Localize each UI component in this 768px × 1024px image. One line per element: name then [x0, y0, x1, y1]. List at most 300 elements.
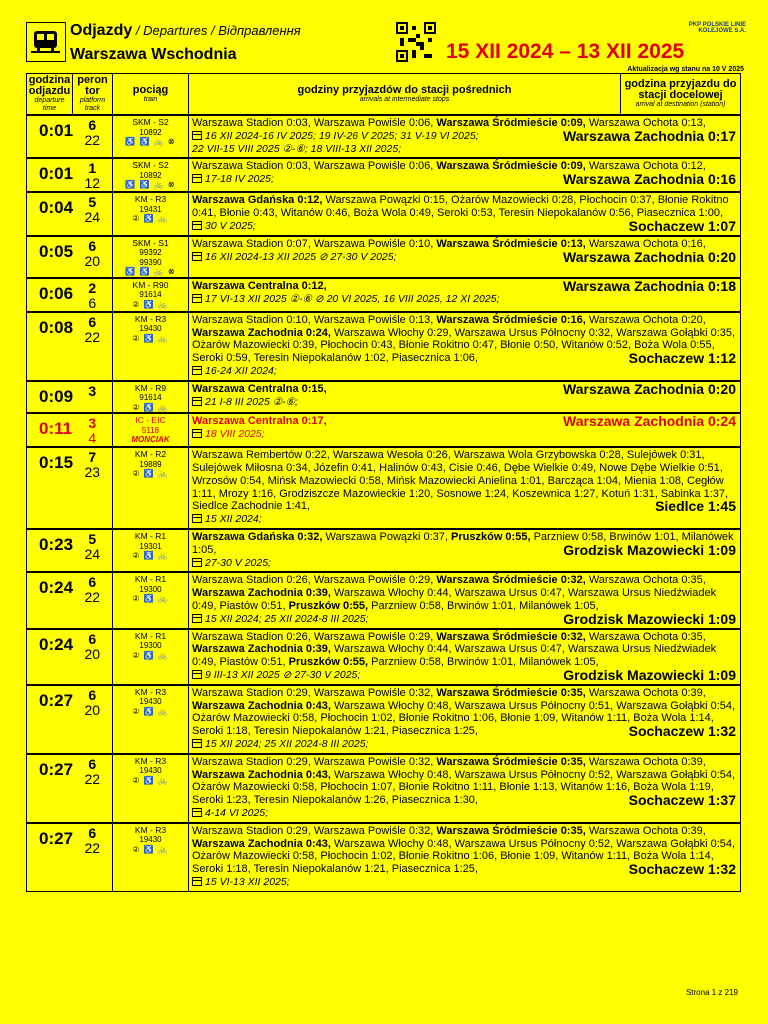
calendar-icon	[192, 514, 202, 523]
platform-track	[73, 685, 113, 754]
operating-dates-text: 15 XII 2024;	[205, 513, 262, 526]
stop: Teresin Niepokalanów 1:21,	[253, 725, 392, 738]
intermediate-stops	[192, 449, 728, 512]
stop: Warszawa Włochy 0:29,	[334, 326, 455, 339]
stop: Milanówek 1:05,	[519, 600, 599, 613]
train-info	[113, 685, 189, 754]
track-number: 22	[84, 132, 101, 148]
stop: Płochocin 1:07,	[320, 781, 399, 794]
calendar-icon	[192, 294, 202, 303]
calendar-icon	[192, 366, 202, 375]
train-info	[113, 278, 189, 312]
table-row	[27, 192, 741, 235]
service-icons: ② ♿ 🚲	[132, 594, 169, 604]
table-row	[27, 823, 741, 891]
destination: Sochaczew 1:12	[628, 350, 736, 367]
stop: Piasecznica 1:06,	[391, 352, 478, 365]
table-row	[27, 278, 741, 312]
platform-track	[73, 447, 113, 529]
stop: Warszawa Zachodnia 0:39,	[192, 643, 335, 656]
stop: Boża Wola 0:55,	[634, 339, 715, 352]
update-note: Aktualizacja wg stanu na 10 V 2025	[627, 66, 744, 73]
operating-dates	[192, 738, 736, 751]
platform-number: 1	[88, 160, 97, 177]
stop: Płochocin 0:43,	[320, 339, 399, 352]
train-category: IC - EIC	[135, 415, 166, 426]
track-number: 20	[84, 252, 101, 269]
calendar-icon	[192, 252, 202, 261]
train-number: 91614	[139, 290, 162, 300]
operating-dates-text: 18 VIII 2025;	[205, 428, 265, 441]
stop: Piasecznica 1:25,	[391, 725, 478, 738]
qr-code-icon	[396, 22, 436, 62]
platform-number: 6	[88, 237, 97, 254]
table-row	[27, 572, 741, 628]
operating-dates	[192, 365, 736, 378]
destination: Sochaczew 1:37	[628, 792, 736, 809]
page-title	[70, 22, 301, 40]
train-info	[113, 115, 189, 158]
stop: Błonie Rokitno 0:47,	[398, 339, 501, 352]
train-info	[113, 823, 189, 891]
operating-dates-text: 15 XII 2024; 25 XII 2024-8 III 2025;	[205, 612, 369, 625]
track-number: 22	[84, 839, 101, 856]
stop: Warszawa Gołąbki 0:35,	[616, 326, 736, 339]
platform-track	[73, 413, 113, 447]
service-icons: ♿ ♿ 🚲 ⊗	[125, 137, 176, 146]
stop: Dębe Wielkie 0:49,	[503, 462, 600, 475]
stop: Ożarów Mazowiecki 0:28,	[451, 194, 580, 207]
route-cell	[189, 754, 741, 823]
stop: Seroki 1:23,	[192, 794, 254, 807]
destination: Siedlce 1:45	[655, 498, 736, 515]
train-category: KM - R1	[134, 630, 167, 641]
train-category: KM - R3	[134, 755, 167, 766]
platform-number: 3	[88, 382, 97, 399]
track-number: 22	[84, 770, 101, 787]
title-bold: Odjazdy	[70, 22, 133, 39]
destination: Warszawa Zachodnia 0:20	[563, 380, 736, 397]
intermediate-stops	[192, 415, 327, 427]
page-header	[26, 20, 744, 72]
stop: Warszawa Ochota 0:35,	[588, 574, 706, 587]
track-number: 12	[84, 175, 101, 192]
stop: Warszawa Powiśle 0:13,	[313, 313, 437, 326]
service-icons: ② ♿ 🚲	[132, 214, 169, 224]
stop: Boża Wola 0:49,	[353, 207, 438, 220]
departure-time: 0:27	[27, 685, 73, 754]
stop: Warszawa Powązki 0:37,	[325, 531, 452, 544]
service-icons: ② ♿ 🚲	[132, 469, 169, 479]
platform-track	[73, 115, 113, 158]
calendar-icon	[192, 429, 202, 438]
stop: Warszawa Ursus 0:47,	[454, 587, 568, 600]
platform-number: 6	[88, 755, 97, 772]
train-number: 19301	[139, 541, 162, 551]
col-via-header: godziny przyjazdów do stacji pośrednich arrivals at intermediate stops	[189, 74, 621, 116]
stop: Boża Wola 1:14,	[633, 712, 714, 725]
stop: Warszawa Ochota 0:16,	[588, 237, 706, 250]
stop: Warszawa Powiśle 0:29,	[313, 574, 437, 587]
stop: Warszawa Włochy 0:44,	[334, 643, 455, 656]
operating-dates-text: 15 VI-13 XII 2025;	[205, 875, 290, 888]
stop: Seroki 0:59,	[192, 352, 254, 365]
service-icons: ② ♿ 🚲	[132, 333, 169, 343]
departures-table	[26, 73, 741, 892]
operating-dates	[192, 807, 736, 820]
stop: Warszawa Stadion 0:29,	[192, 686, 314, 699]
col-train-header: pociąg train	[113, 74, 189, 116]
stop: Ożarów Mazowiecki 0:39,	[192, 339, 321, 352]
stop: Warszawa Powiśle 0:32,	[313, 824, 437, 837]
route-cell	[189, 278, 741, 312]
track-number: 24	[84, 209, 101, 226]
train-info	[113, 529, 189, 572]
service-icons: ② ♿ 🚲	[132, 650, 169, 660]
train-category: KM - R3	[134, 686, 167, 697]
operating-dates-text: 27-30 V 2025;	[205, 556, 271, 569]
train-category: KM - R1	[134, 574, 167, 585]
train-number: 19431	[139, 204, 162, 214]
stop: Warszawa Stadion 0:03,	[192, 117, 314, 129]
intermediate-stops	[192, 383, 327, 395]
stop: Piasecznica 1:25,	[391, 863, 478, 876]
operator-logo: PKP POLSKIE LINIE KOLEJOWE S.A.	[688, 22, 746, 34]
stop: Witanów 1:11,	[561, 850, 634, 863]
stop: Wrzosów 0:54,	[192, 474, 268, 487]
stop: Błonie Rokitno 1:06,	[398, 712, 501, 725]
operating-dates-text: 17-18 IV 2025;	[205, 173, 274, 186]
departure-time: 0:23	[27, 529, 73, 572]
train-info	[113, 629, 189, 685]
intermediate-stops	[192, 160, 706, 172]
stop: Warszawa Ochota 0:20,	[588, 313, 706, 326]
route-cell	[189, 115, 741, 158]
stop: Teresin Niepokalanów 1:21,	[253, 863, 392, 876]
operating-dates	[192, 396, 736, 409]
train-category: KM - R3	[134, 313, 167, 324]
departures-body	[27, 115, 741, 891]
service-icons: ② ♿ 🚲	[132, 706, 169, 716]
track-number: 20	[84, 645, 101, 662]
stop: Błonie 1:13,	[499, 781, 561, 794]
stop: Warszawa Stadion 0:26,	[192, 630, 314, 643]
stop: Mińsk Mazowiecki 0:58,	[267, 474, 387, 487]
stop: Boża Wola 1:14,	[633, 850, 714, 863]
stop: Sulejówek 0:31,	[626, 449, 705, 462]
stop: Płochocin 1:02,	[320, 850, 399, 863]
operating-dates	[192, 557, 736, 570]
destination: Warszawa Zachodnia 0:17	[563, 127, 736, 144]
platform-number: 6	[88, 313, 97, 330]
stop: Ożarów Mazowiecki 0:58,	[192, 781, 321, 794]
calendar-icon	[192, 221, 202, 230]
table-row	[27, 629, 741, 685]
train-info	[113, 158, 189, 192]
stop: Błonie 1:09,	[500, 712, 562, 725]
train-number: 99392	[139, 248, 162, 258]
stop: Mrozy 1:16,	[218, 487, 280, 500]
stop: Teresin Niepokalanów 1:26,	[253, 794, 392, 807]
platform-number: 5	[88, 531, 97, 548]
stop: Warszawa Ochota 0:39,	[588, 686, 706, 699]
stop: Warszawa Stadion 0:29,	[192, 824, 314, 837]
train-number: 19430	[139, 697, 162, 707]
platform-track	[73, 381, 113, 414]
operating-dates-text: 9 III-13 XII 2025 ⊘ 27-30 V 2025;	[205, 669, 361, 682]
platform-number: 3	[88, 415, 97, 432]
stop: Warszawa Śródmieście 0:32,	[436, 574, 589, 587]
departure-time: 0:27	[27, 823, 73, 891]
destination: Warszawa Zachodnia 0:20	[563, 248, 736, 265]
stop: Warszawa Stadion 0:07,	[192, 237, 314, 250]
operating-dates	[192, 428, 736, 441]
stop: Warszawa Zachodnia 0:43,	[192, 768, 335, 781]
train-info	[113, 192, 189, 235]
stop: Warszawa Śródmieście 0:13,	[436, 237, 589, 250]
train-number: 19889	[139, 459, 162, 469]
stop: Warszawa Powiśle 0:06,	[313, 160, 437, 173]
stop: Witanów 1:11,	[561, 712, 634, 725]
stop: Warszawa Ochota 0:12,	[588, 160, 706, 173]
destination: Grodzisk Mazowiecki 1:09	[563, 667, 736, 684]
intermediate-stops	[192, 117, 706, 129]
stop: Ożarów Mazowiecki 0:58,	[192, 712, 321, 725]
train-logo-icon	[26, 22, 66, 62]
train-info	[113, 572, 189, 628]
operating-dates	[192, 876, 736, 889]
track-number: 22	[84, 589, 101, 606]
service-icons: ♿ ♿ 🚲 ⊗	[125, 180, 176, 190]
train-info	[113, 754, 189, 823]
stop: Warszawa Centralna 0:12,	[192, 279, 327, 292]
stop: Warszawa Włochy 0:48,	[334, 837, 455, 850]
platform-track	[73, 629, 113, 685]
departure-time: 0:24	[27, 572, 73, 628]
platform-number: 6	[88, 824, 97, 841]
stop: Płochocin 1:02,	[320, 712, 399, 725]
platform-track	[73, 529, 113, 572]
intermediate-stops	[192, 194, 729, 219]
stop: Witanów 0:46,	[280, 207, 354, 220]
stop: Warszawa Ursus Niedźwiadek 0:49,	[192, 587, 717, 613]
stop: Witanów 1:16,	[560, 781, 634, 794]
route-cell	[189, 685, 741, 754]
service-icons: ♿ ♿ 🚲 ⊗	[125, 267, 176, 277]
stop: Teresin Niepokalanów 1:02,	[253, 352, 392, 365]
stop: Warszawa Powiśle 0:32,	[313, 686, 437, 699]
table-row	[27, 529, 741, 572]
stop: Warszawa Ursus Północny 0:52,	[454, 837, 617, 850]
departure-time: 0:01	[27, 158, 73, 192]
stop: Halinów 0:43,	[379, 462, 449, 475]
train-info	[113, 236, 189, 278]
platform-track	[73, 192, 113, 235]
platform-track	[73, 754, 113, 823]
platform-track	[73, 572, 113, 628]
train-name: MONCIAK	[131, 435, 170, 445]
stop: Parzniew 0:58,	[533, 531, 610, 544]
stop: Ożarów Mazowiecki 0:58,	[192, 850, 321, 863]
stop: Cegłów 1:11,	[192, 474, 724, 500]
train-category: KM - R3	[134, 824, 167, 835]
stop: Płochocin 0:37,	[579, 194, 658, 207]
stop: Piastów 0:51,	[219, 656, 289, 669]
platform-track	[73, 823, 113, 891]
destination: Warszawa Zachodnia 0:24	[563, 413, 736, 430]
departure-time: 0:01	[27, 115, 73, 158]
stop: Warszawa Zachodnia 0:39,	[192, 587, 335, 600]
stop: Warszawa Włochy 0:48,	[334, 699, 455, 712]
platform-track	[73, 312, 113, 381]
stop: Warszawa Powiśle 0:32,	[313, 755, 437, 768]
train-number: 10892	[139, 127, 162, 137]
train-category: KM - R2	[134, 449, 167, 460]
table-row	[27, 158, 741, 192]
stop: Warszawa Włochy 0:48,	[334, 768, 455, 781]
stop: Piastów 0:51,	[219, 600, 289, 613]
stop: Warszawa Stadion 0:03,	[192, 160, 314, 173]
train-category: KM - R1	[134, 531, 167, 542]
route-cell	[189, 529, 741, 572]
departure-time: 0:06	[27, 278, 73, 312]
title-rest: / Departures / Відправлення	[132, 23, 301, 38]
train-category: SKM - S2	[132, 117, 169, 127]
train-number: 19300	[139, 584, 162, 594]
stop: Sosnowe 1:24,	[436, 487, 513, 500]
stop: Warszawa Powązki 0:15,	[325, 194, 452, 207]
calendar-icon	[192, 558, 202, 567]
stop: Warszawa Ursus Północny 0:32,	[454, 326, 617, 339]
stop: Milanówek 1:05,	[519, 656, 599, 669]
stop: Warszawa Ochota 0:13,	[588, 117, 706, 129]
stop: Milanówek 1:05,	[192, 531, 734, 556]
stop: Warszawa Zachodnia 0:43,	[192, 837, 335, 850]
stop: Siedlce Zachodnie 1:41,	[192, 500, 311, 513]
departure-time: 0:04	[27, 192, 73, 235]
stop: Boża Wola 1:19,	[633, 781, 714, 794]
departure-time: 0:27	[27, 754, 73, 823]
platform-number: 7	[88, 449, 97, 466]
platform-number: 6	[88, 117, 97, 133]
train-number: 19430	[139, 766, 162, 776]
platform-number: 2	[88, 279, 97, 296]
calendar-icon	[192, 670, 202, 679]
calendar-icon	[192, 877, 202, 886]
table-row	[27, 685, 741, 754]
stop: Warszawa Śródmieście 0:09,	[436, 117, 589, 129]
operating-dates-text: 17 VI-13 XII 2025 ②-⑥ ⊘ 20 VI 2025, 16 VIII 2025, 12 XI 2025;	[205, 292, 500, 305]
table-row	[27, 413, 741, 447]
train-number-2: 99390	[139, 257, 162, 267]
platform-number: 6	[88, 630, 97, 647]
station-name: Warszawa Wschodnia	[70, 46, 237, 63]
destination: Warszawa Zachodnia 0:18	[563, 277, 736, 294]
destination: Grodzisk Mazowiecki 1:09	[563, 610, 736, 627]
col-platform-header: peron tor platform track	[73, 74, 113, 116]
train-number: 91614	[139, 393, 162, 403]
stop: Warszawa Gołąbki 0:54,	[616, 699, 736, 712]
table-row	[27, 754, 741, 823]
table-row	[27, 381, 741, 414]
operating-dates-text: 30 V 2025;	[205, 219, 256, 232]
stop: Brwinów 1:01,	[447, 600, 520, 613]
stop: Parzniew 0:58,	[371, 656, 447, 669]
stop: Warszawa Włochy 0:44,	[334, 587, 455, 600]
service-icons: ② ♿ 🚲	[132, 402, 169, 412]
stop: Błonie 0:50,	[500, 339, 562, 352]
stop: Seroki 1:18,	[192, 863, 254, 876]
route-cell	[189, 823, 741, 891]
train-info	[113, 312, 189, 381]
table-row	[27, 447, 741, 529]
train-info	[113, 381, 189, 414]
track-number: 20	[84, 701, 101, 718]
platform-number: 6	[88, 686, 97, 703]
stop: Warszawa Śródmieście 0:16,	[436, 313, 589, 326]
route-cell	[189, 572, 741, 628]
operating-dates-text: 22 VII-15 VIII 2025 ②-⑥; 18 VIII-13 XII 2025;	[192, 142, 402, 155]
calendar-icon	[192, 174, 202, 183]
operating-dates-text: 15 XII 2024; 25 XII 2024-8 III 2025;	[205, 738, 369, 750]
calendar-icon	[192, 808, 202, 817]
stop: Warszawa Stadion 0:10,	[192, 313, 314, 326]
stop: Warszawa Wesoła 0:26,	[332, 449, 454, 462]
stop: Warszawa Gdańska 0:32,	[192, 531, 326, 544]
platform-track	[73, 158, 113, 192]
operating-dates	[192, 513, 736, 526]
route-cell	[189, 236, 741, 278]
operating-dates-text: 4-14 VI 2025;	[205, 806, 269, 819]
train-info	[113, 413, 189, 447]
stop: Błonie Rokitno 1:11,	[398, 781, 500, 794]
track-number: 22	[84, 328, 101, 345]
destination: Sochaczew 1:32	[628, 723, 736, 740]
train-number: 19430	[139, 835, 162, 845]
calendar-icon	[192, 739, 202, 748]
stop: Warszawa Ursus 0:47,	[454, 643, 568, 656]
route-cell	[189, 381, 741, 414]
destination: Sochaczew 1:07	[628, 217, 736, 234]
departure-time: 0:24	[27, 629, 73, 685]
destination: Grodzisk Mazowiecki 1:09	[563, 541, 736, 558]
track-number: 23	[84, 464, 101, 481]
track-number: 6	[88, 294, 97, 311]
departure-time: 0:15	[27, 447, 73, 529]
train-number: 19430	[139, 324, 162, 334]
stop: Koszewnica 1:27,	[512, 487, 602, 500]
stop: Warszawa Stadion 0:29,	[192, 755, 314, 768]
stop: Warszawa Gołąbki 0:54,	[616, 768, 736, 781]
departure-time: 0:05	[27, 236, 73, 278]
stop: Pruszków 0:55,	[288, 656, 372, 669]
route-cell	[189, 192, 741, 235]
stop: Warszawa Śródmieście 0:35,	[436, 686, 589, 699]
stop: Witanów 0:52,	[561, 339, 635, 352]
stop: Warszawa Ochota 0:35,	[588, 630, 706, 643]
operating-dates	[192, 293, 736, 306]
stop: Warszawa Gołąbki 0:54,	[616, 837, 736, 850]
platform-track	[73, 278, 113, 312]
table-row	[27, 312, 741, 381]
intermediate-stops	[192, 574, 716, 612]
stop: Warszawa Centralna 0:15,	[192, 382, 327, 395]
stop: Grodziszcze Mazowieckie 1:20,	[279, 487, 437, 500]
service-icons: ② ♿ 🚲	[132, 844, 169, 854]
stop: Warszawa Śródmieście 0:32,	[436, 630, 589, 643]
stop: Seroki 1:18,	[192, 725, 254, 738]
stop: Kotuń 1:31,	[601, 487, 661, 500]
